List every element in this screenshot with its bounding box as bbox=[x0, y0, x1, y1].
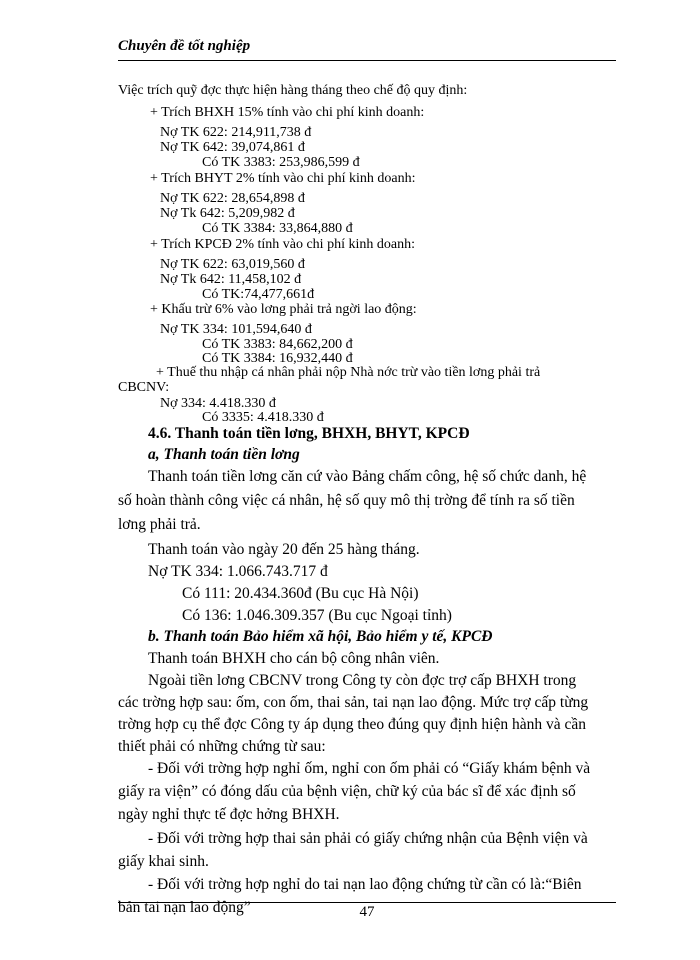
text-line: giấy ra viện” có đóng dấu của bệnh viện, chữ ký của bác sĩ để xác định số bbox=[118, 783, 576, 800]
text-line: giấy khai sinh. bbox=[118, 853, 209, 870]
text-line: Nợ TK 642: 39,074,861 đ bbox=[160, 140, 305, 155]
header-divider bbox=[118, 60, 616, 61]
text-line: + Trích BHYT 2% tính vào chi phí kinh doanh: bbox=[150, 171, 416, 186]
text-line: Nợ Tk 642: 11,458,102 đ bbox=[160, 272, 302, 287]
document-header-title: Chuyên đề tốt nghiệp bbox=[118, 38, 251, 54]
text-line: Có 111: 20.434.360đ (Bu cục Hà Nội) bbox=[182, 585, 419, 602]
text-line: Nợ TK 622: 28,654,898 đ bbox=[160, 191, 305, 206]
footer-divider bbox=[118, 902, 616, 903]
text-line: Có TK 3384: 16,932,440 đ bbox=[202, 351, 353, 366]
text-line: Có TK 3384: 33,864,880 đ bbox=[202, 221, 353, 236]
text-line: Có TK:74,477,661đ bbox=[202, 287, 315, 302]
text-line: Nợ TK 622: 63,019,560 đ bbox=[160, 257, 305, 272]
text-line: Nợ Tk 642: 5,209,982 đ bbox=[160, 206, 295, 221]
text-line: Thanh toán tiền lơng căn cứ vào Bảng chấm công, hệ số chức danh, hệ bbox=[148, 468, 587, 485]
text-line: các trờng hợp sau: ốm, con ốm, thai sản, tai nạn lao động. Mức trợ cấp từng bbox=[118, 694, 589, 711]
text-line: Có TK 3383: 253,986,599 đ bbox=[202, 155, 360, 170]
text-line: Có TK 3383: 84,662,200 đ bbox=[202, 337, 353, 352]
text-line: Thanh toán vào ngày 20 đến 25 hàng tháng. bbox=[148, 541, 420, 558]
text-line: + Trích KPCĐ 2% tính vào chi phí kinh doanh: bbox=[150, 237, 415, 252]
text-line: ngày nghỉ thực tế đợc hởng BHXH. bbox=[118, 806, 340, 823]
text-line: Nợ TK 622: 214,911,738 đ bbox=[160, 125, 312, 140]
text-line: thiết phải có những chứng từ sau: bbox=[118, 738, 326, 755]
text-line: - Đối với trờng hợp nghỉ do tai nạn lao động chứng từ cần có là:“Biên bbox=[148, 876, 582, 893]
section-heading: 4.6. Thanh toán tiền lơng, BHXH, BHYT, KPCĐ bbox=[148, 425, 470, 442]
text-line: - Đối với trờng hợp thai sản phải có giấy chứng nhận của Bệnh viện và bbox=[148, 830, 588, 847]
text-line: - Đối với trờng hợp nghỉ ốm, nghỉ con ốm phải có “Giấy khám bệnh và bbox=[148, 760, 591, 777]
text-line: Nợ TK 334: 1.066.743.717 đ bbox=[148, 563, 328, 580]
text-line: Có 136: 1.046.309.357 (Bu cục Ngoại tỉnh) bbox=[182, 607, 452, 624]
text-line: lơng phải trả. bbox=[118, 516, 201, 533]
text-line: + Thuế thu nhập cá nhân phải nộp Nhà nớc trừ vào tiền lơng phải trả bbox=[156, 365, 541, 380]
text-line: + Trích BHXH 15% tính vào chi phí kinh doanh: bbox=[150, 105, 425, 120]
text-line: bản tai nạn lao động” bbox=[118, 899, 251, 916]
text-line: Ngoài tiền lơng CBCNV trong Công ty còn đợc trợ cấp BHXH trong bbox=[148, 672, 577, 689]
text-line: Nợ TK 334: 101,594,640 đ bbox=[160, 322, 312, 337]
text-line: trờng hợp cụ thể đợc Công ty áp dụng theo đúng quy định hiện hành và cần bbox=[118, 716, 586, 733]
text-line: Thanh toán BHXH cho cán bộ công nhân viên. bbox=[148, 650, 440, 667]
page-number: 47 bbox=[359, 904, 375, 920]
text-line: + Khấu trừ 6% vào lơng phải trả ngời lao động: bbox=[150, 302, 417, 317]
text-line: Có 3335: 4.418.330 đ bbox=[202, 410, 324, 425]
text-line: số hoàn thành công việc cá nhân, hệ số quy mô thị trờng để tính ra số tiền bbox=[118, 492, 575, 509]
subsection-heading: b. Thanh toán Bảo hiểm xã hội, Bảo hiểm y tế, KPCĐ bbox=[148, 628, 493, 645]
text-line: Nợ 334: 4.418.330 đ bbox=[160, 396, 276, 411]
subsection-heading: a, Thanh toán tiền lơng bbox=[148, 446, 300, 463]
text-line: Việc trích quỹ đợc thực hiện hàng tháng theo chế độ quy định: bbox=[118, 83, 468, 98]
text-line: CBCNV: bbox=[118, 380, 170, 395]
